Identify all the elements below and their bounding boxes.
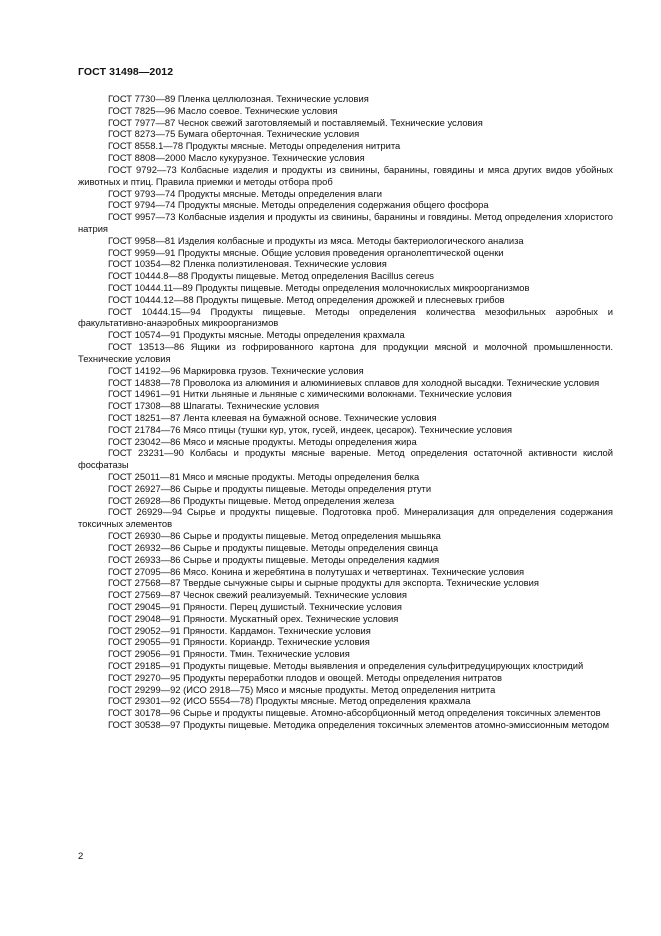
reference-item: ГОСТ 27568—87 Твердые сычужные сыры и сырные продукты для экспорта. Технические условия [108, 577, 539, 589]
reference-item: ГОСТ 10444.8—88 Продукты пищевые. Метод определения Bacillus cereus [108, 270, 434, 282]
reference-item: ГОСТ 14838—78 Проволока из алюминия и алюминиевых сплавов для холодной высадки. Технические условия [108, 376, 600, 388]
reference-item: ГОСТ 26929—94 Сырье и продукты пищевые. Подготовка проб. Минерализация для определения содержания токсичных элементов [78, 506, 613, 530]
reference-item: ГОСТ 29301—92 (ИСО 5554—78) Продукты мясные. Метод определения крахмала [108, 695, 471, 707]
reference-item: ГОСТ 27569—87 Чеснок свежий реализуемый. Технические условия [108, 589, 407, 601]
reference-item: ГОСТ 23231—90 Колбасы и продукты мясные вареные. Метод определения остаточной активности кислой фосфатазы [78, 447, 613, 471]
reference-item: ГОСТ 13513—86 Ящики из гофрированного картона для продукции мясной и молочной промышленности. Технические условия [78, 341, 613, 364]
reference-item: ГОСТ 7825—96 Масло соевое. Технические условия [108, 104, 338, 116]
reference-item: ГОСТ 29052—91 Пряности. Кардамон. Технические условия [108, 624, 371, 636]
reference-item: ГОСТ 29185—91 Продукты пищевые. Методы выявления и определения сульфитредуцирующих клостридий [108, 660, 584, 671]
reference-item: ГОСТ 10444.12—88 Продукты пищевые. Метод определения дрожжей и плесневых грибов [108, 293, 505, 305]
reference-item: ГОСТ 26927—86 Сырье и продукты пищевые. Методы определения ртути [108, 482, 432, 494]
reference-item: ГОСТ 29055—91 Пряности. Кориандр. Технические условия [108, 636, 370, 648]
normative-references-list [78, 93, 613, 731]
reference-item: ГОСТ 9793—74 Продукты мясные. Методы определения влаги [108, 187, 383, 199]
reference-item: ГОСТ 30178—96 Сырье и продукты пищевые. Атомно-абсорбционный метод определения токсичных элементов [108, 707, 601, 719]
reference-item: ГОСТ 10444.11—89 Продукты пищевые. Методы определения молочнокислых микроорганизмов [108, 282, 530, 293]
reference-item: ГОСТ 8808—2000 Масло кукурузное. Технические условия [108, 152, 365, 164]
reference-item: ГОСТ 29056—91 Пряности. Тмин. Технические условия [108, 648, 350, 660]
reference-item: ГОСТ 7730—89 Пленка целлюлозная. Технические условия [108, 93, 369, 104]
reference-item: ГОСТ 26932—86 Сырье и продукты пищевые. Методы определения свинца [108, 541, 439, 553]
reference-item: ГОСТ 8558.1—78 Продукты мясные. Методы определения нитрита [108, 140, 401, 152]
reference-item: ГОСТ 10444.15—94 Продукты пищевые. Методы определения количества мезофильных аэробных и факультативно-анаэробных микроорганизмов [78, 305, 613, 329]
reference-item: ГОСТ 27095—86 Мясо. Конина и жеребятина в полутушах и четвертинах. Технические условия [108, 565, 525, 577]
reference-item: ГОСТ 29045—91 Пряности. Перец душистый. Технические условия [108, 600, 402, 612]
reference-item: ГОСТ 21784—76 Мясо птицы (тушки кур, уток, гусей, индеек, цесарок). Технические условия [108, 423, 513, 435]
reference-item: ГОСТ 9794—74 Продукты мясные. Методы определения содержания общего фосфора [108, 199, 489, 211]
reference-item: ГОСТ 23042—86 Мясо и мясные продукты. Методы определения жира [108, 435, 417, 447]
reference-item: ГОСТ 26933—86 Сырье и продукты пищевые. Методы определения кадмия [108, 553, 440, 565]
reference-item: ГОСТ 14961—91 Нитки льняные и льняные с химическими волокнами. Технические условия [108, 388, 512, 400]
reference-item: ГОСТ 29270—95 Продукты переработки плодов и овощей. Методы определения нитратов [108, 671, 502, 683]
reference-item: ГОСТ 10354—82 Пленка полиэтиленовая. Технические условия [108, 258, 387, 270]
page-number: 2 [78, 851, 84, 862]
reference-item: ГОСТ 9957—73 Колбасные изделия и продукты из свинины, баранины и говядины. Метод определения хлористого натрия [78, 211, 613, 234]
reference-item: ГОСТ 29299—92 (ИСО 2918—75) Мясо и мясные продукты. Метод определения нитрита [108, 683, 496, 695]
reference-item: ГОСТ 10574—91 Продукты мясные. Методы определения крахмала [108, 329, 405, 341]
reference-item: ГОСТ 26928—86 Продукты пищевые. Метод определения железа [108, 494, 395, 506]
reference-item: ГОСТ 7977—87 Чеснок свежий заготовляемый и поставляемый. Технические условия [108, 116, 483, 128]
reference-item: ГОСТ 14192—96 Маркировка грузов. Технические условия [108, 364, 364, 376]
document-header: ГОСТ 31498—2012 [78, 66, 174, 78]
reference-item: ГОСТ 25011—81 Мясо и мясные продукты. Методы определения белка [108, 471, 420, 482]
reference-item: ГОСТ 9958—81 Изделия колбасные и продукты из мяса. Методы бактериологического анализа [108, 234, 524, 246]
reference-item: ГОСТ 9959—91 Продукты мясные. Общие условия проведения органолептической оценки [108, 246, 504, 258]
reference-item: ГОСТ 17308—88 Шпагаты. Технические условия [108, 400, 320, 412]
reference-item: ГОСТ 18251—87 Лента клеевая на бумажной основе. Технические условия [108, 411, 437, 423]
reference-item: ГОСТ 8273—75 Бумага оберточная. Технические условия [108, 128, 360, 140]
reference-item: ГОСТ 29048—91 Пряности. Мускатный орех. Технические условия [108, 612, 399, 624]
reference-item: ГОСТ 9792—73 Колбасные изделия и продукты из свинины, баранины, говядины и мяса других видов убойных животных и птиц. Правила приемки и методы отбора проб [78, 163, 613, 187]
reference-item: ГОСТ 26930—86 Сырье и продукты пищевые. Метод определения мышьяка [108, 530, 441, 542]
reference-item: ГОСТ 30538—97 Продукты пищевые. Методика определения токсичных элементов атомно-эмиссионным методом [108, 719, 610, 731]
